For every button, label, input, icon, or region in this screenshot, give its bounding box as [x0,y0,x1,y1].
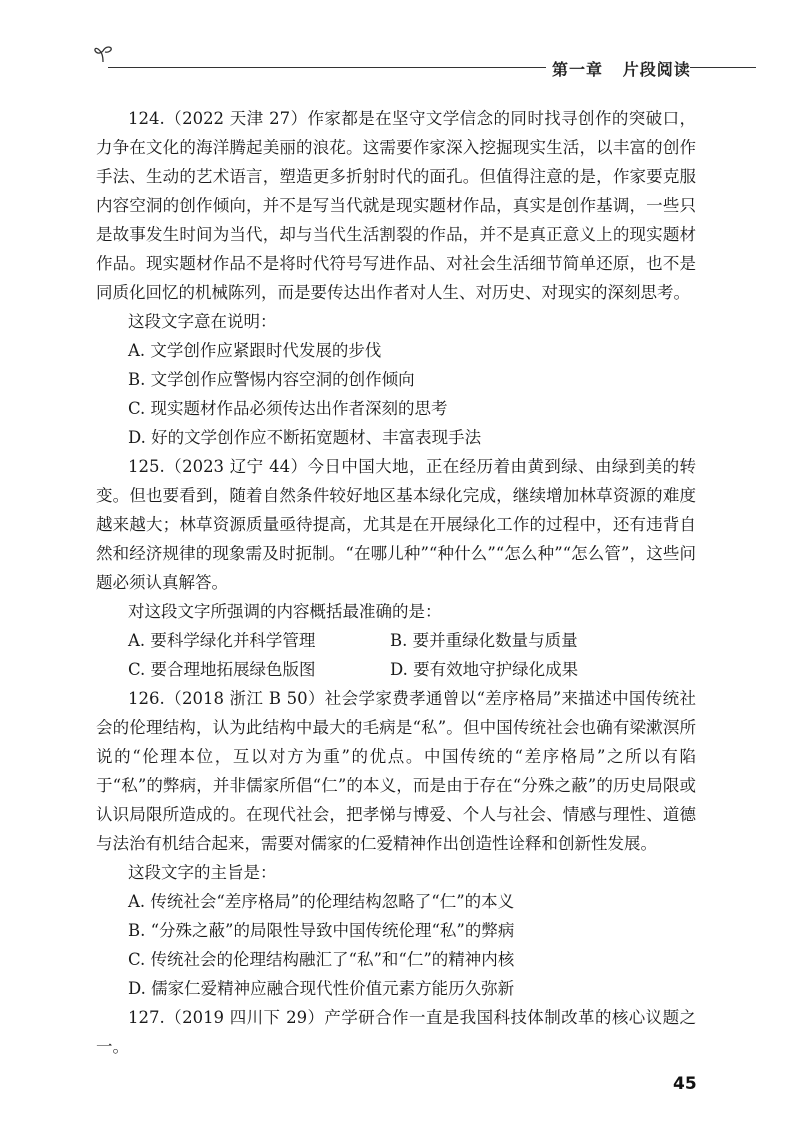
section-label: 片段阅读 [622,60,691,79]
question-number: 127. [128,1008,165,1027]
option-a: A. 文学创作应紧跟时代发展的步伐 [128,341,382,360]
option-c: C. 传统社会的伦理结构融汇了“私”和“仁”的精神内核 [128,950,515,969]
question-124-prompt: 这段文字意在说明： [128,312,277,331]
passage-text: 产学研合作一直是我国科技体制改革的核心议题之一。 [96,1008,696,1056]
question-source: （2018 浙江 B 50） [164,689,325,708]
passage-text: 社会学家费孝通曾以“差序格局”来描述中国传统社会的伦理结构，认为此结构中最大的毛病是“私”。但中国传统社会也确有梁漱溟所说的“伦理本位，互以对方为重”的优点。中国传统的“差序格局”之所以有陷于“私”的弊病，并非儒家所倡“仁”的本义，而是由于存在“分殊之蔽”的历史局限或认识局限所造成的。在现代社会，把孝悌与博爱、个人与社会、情感与理性、道德与法治有机结合起来，需要对儒家的仁爱精神作出创造性诠释和创新性发展。 [96,689,696,853]
option-b: B. 要并重绿化数量与质量 [390,631,578,650]
header-rule-left [108,67,546,68]
chapter-title [552,57,691,80]
question-126-passage [96,684,696,858]
question-number: 126. [128,689,165,708]
option-c: C. 现实题材作品必须传达出作者深刻的思考 [128,399,448,418]
question-number: 125. [128,457,165,476]
passage-text: 今日中国大地，正在经历着由黄到绿、由绿到美的转变。但也要看到，随着自然条件较好地区基本绿化完成，继续增加林草资源的难度越来越大；林草资源质量亟待提高，尤其是在开展绿化工作的过程中，还有违背自然和经济规律的现象需及时扼制。“在哪儿种”“种什么”“怎么种”“怎么管”，这些问题必须认真解答。 [96,457,696,592]
question-source: （2019 四川下 29） [164,1008,325,1027]
options-row-2 [96,655,696,684]
passage-text: 作家都是在坚守文学信念的同时找寻创作的突破口，力争在文化的海洋腾起美丽的浪花。这需要作家深入挖掘现实生活，以丰富的创作手法、生动的艺术语言，塑造更多折射时代的面孔。但值得注意的是，作家要克服内容空洞的创作倾向，并不是写当代就是现实题材作品，真实是创作基调，一些只是故事发生时间为当代，却与当代生活割裂的作品，并不是真正意义上的现实题材作品。现实题材作品不是将时代符号写进作品、对社会生活细节简单还原，也不是同质化回忆的机械陈列，而是要传达出作者对人生、对历史、对现实的深刻思考。 [96,109,696,302]
page-content [96,104,696,1061]
sprout-icon [92,42,114,64]
question-126-prompt: 这段文字的主旨是： [128,863,277,882]
question-number: 124. [128,109,165,128]
option-d: D. 儒家仁爱精神应融合现代性价值元素方能历久弥新 [128,979,515,998]
option-a: A. 传统社会“差序格局”的伦理结构忽略了“仁”的本义 [128,892,515,911]
chapter-label: 第一章 [552,60,604,79]
option-b: B. 文学创作应警惕内容空洞的创作倾向 [128,370,415,389]
options-row-1 [96,626,696,655]
question-source: （2023 辽宁 44） [164,457,308,476]
option-b: B. “分殊之蔽”的局限性导致中国传统伦理“私”的弊病 [128,921,515,940]
question-125-passage [96,452,696,597]
question-127-passage [96,1003,696,1061]
option-d: D. 好的文学创作应不断拓宽题材、丰富表现手法 [128,428,482,447]
option-a: A. 要科学绿化并科学管理 [128,631,316,650]
option-c: C. 要合理地拓展绿色版图 [128,660,316,679]
page-number: 45 [673,1074,697,1094]
question-source: （2022 天津 27） [164,109,308,128]
question-125-prompt: 对这段文字所强调的内容概括最准确的是： [128,602,442,621]
question-124-passage [96,104,696,307]
header-rule-right [690,67,756,68]
option-d: D. 要有效地守护绿化成果 [390,660,579,679]
